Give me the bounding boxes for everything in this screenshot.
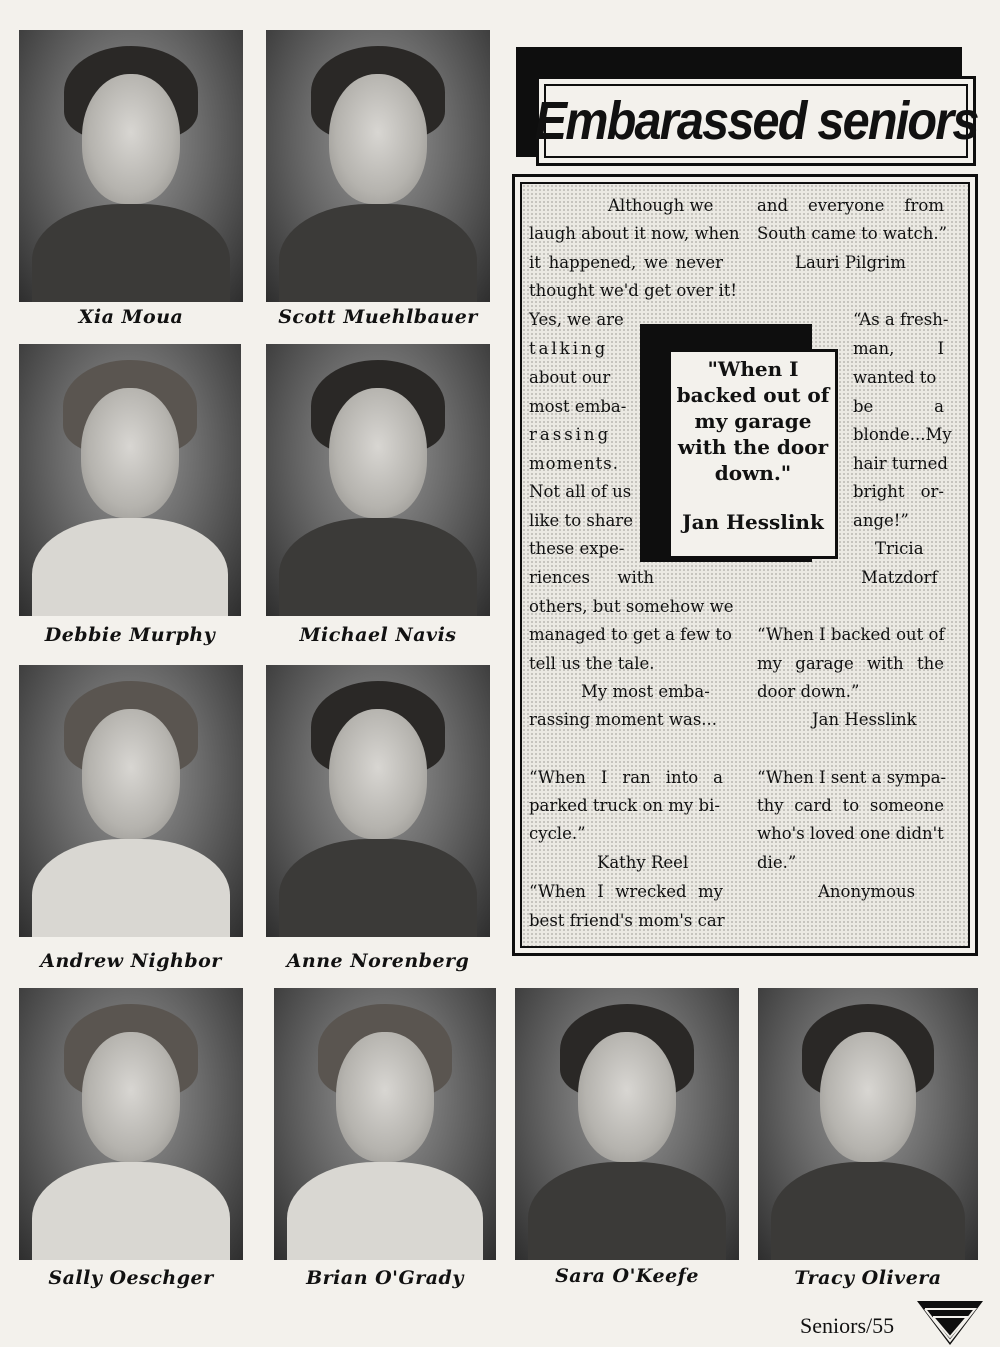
portrait-photo [19,988,243,1260]
story-text-line: ange!” [853,511,909,530]
story-text-line: and everyone from [757,196,944,215]
pull-quote-text: "When I backed out of my garage with the door down." [676,357,830,485]
story-text-line: wanted to [853,368,937,387]
story-text-line: be a [853,397,944,416]
story-text-line: “When I backed out of [757,625,945,644]
portrait-caption: Michael Navis [299,624,457,646]
portrait-photo [266,344,490,616]
story-text-line: Although we [608,196,714,215]
story-text-line: laugh about it now, when [529,224,740,243]
story-text-line: thy card to someone [757,796,944,815]
story-attribution: Anonymous [818,882,916,901]
portrait-caption: Sara O'Keefe [555,1265,699,1287]
portrait-photo [266,665,490,937]
chevron-down-icon [917,1299,983,1347]
portrait-caption: Anne Norenberg [286,950,470,972]
story-attribution: Lauri Pilgrim [795,253,906,272]
portrait-photo [274,988,496,1260]
portrait-caption: Debbie Murphy [44,624,216,646]
pull-quote [668,349,838,559]
story-text-line: hair turned [853,454,948,473]
portrait-caption: Xia Moua [78,306,184,328]
story-text-line: South came to watch.” [757,224,948,243]
story-attribution: Jan Hesslink [812,710,917,729]
title-banner [536,76,976,166]
story-text-line: “When I ran into a [529,768,723,787]
story-text-line: parked truck on my bi- [529,796,720,815]
portrait-photo [515,988,739,1260]
story-text-line: cycle.” [529,824,586,843]
story-text-line: moments. [529,454,619,473]
story-text-line: bright or- [853,482,944,501]
story-text-line: blonde...My [853,425,952,444]
pull-quote-author: Jan Hesslink [682,510,824,534]
portrait-caption: Scott Muehlbauer [278,306,478,328]
portrait-photo [19,344,241,616]
story-text-line: rassing [529,425,612,444]
portrait-caption: Brian O'Grady [306,1267,464,1289]
story-text-line: man, I [853,339,944,358]
story-text-line: most emba- [529,397,627,416]
portrait-photo [266,30,490,302]
story-text-line: about our [529,368,611,387]
story-text-line: Yes, we are [529,310,624,329]
story-text-line: who's loved one didn't [757,824,944,843]
portrait-caption: Sally Oeschger [48,1267,214,1289]
story-text-line: rassing moment was... [529,710,718,729]
story-text-line: others, but somehow we [529,597,734,616]
story-text-line: tell us the tale. [529,654,655,673]
story-text-line: My most emba- [581,682,710,701]
story-text-line: talking [529,339,609,358]
story-text-line: Not all of us [529,482,632,501]
portrait-photo [758,988,978,1260]
story-text-line: “When I wrecked my [529,882,723,901]
story-text-line: it happened, we never [529,253,723,272]
story-text-line: these expe- [529,539,625,558]
story-text-line: “When I sent a sympa- [757,768,947,787]
story-text-line: “As a fresh- [853,310,949,329]
portrait-photo [19,665,243,937]
story-attribution: Tricia [875,539,924,558]
story-attribution: Kathy Reel [597,853,689,872]
portrait-photo [19,30,243,302]
page-folio: Seniors/55 [800,1313,895,1338]
story-text-line: thought we'd get over it! [529,281,738,300]
story-attribution: Matzdorf [861,568,938,587]
page-title: Embarassed seniors [534,91,978,151]
story-text-line: die.” [757,853,797,872]
story-text-line: like to share [529,511,633,530]
story-text-line: best friend's mom's car [529,911,725,930]
story-text-line: managed to get a few to [529,625,732,644]
story-text-line: door down.” [757,682,860,701]
story-text-line: my garage with the [757,654,944,673]
story-text-line: riences with [529,568,654,587]
portrait-caption: Tracy Olivera [794,1267,942,1289]
portrait-caption: Andrew Nighbor [40,950,222,972]
